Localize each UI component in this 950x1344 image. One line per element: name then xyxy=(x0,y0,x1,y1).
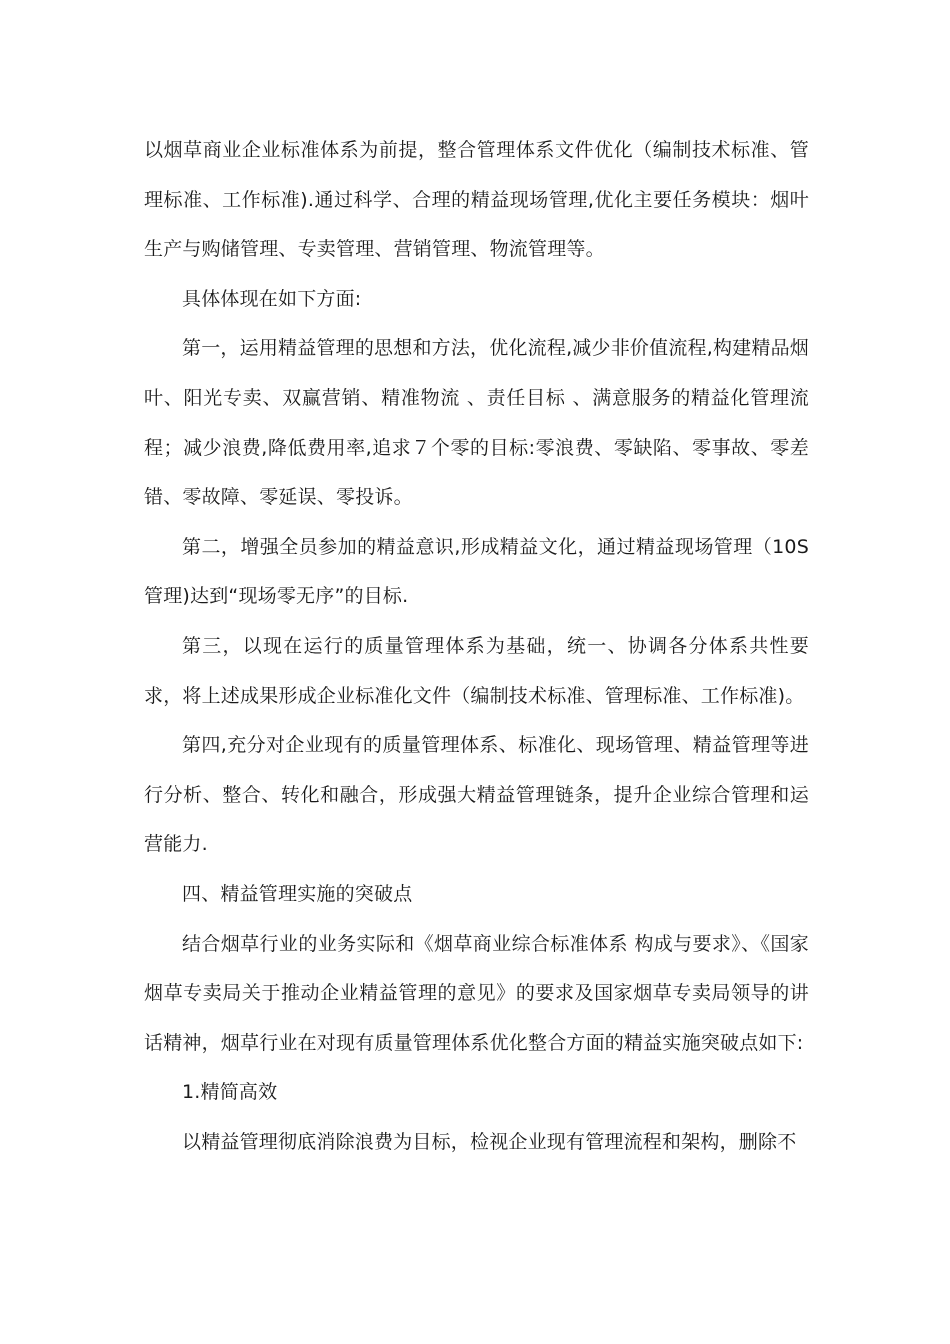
paragraph-aspects-heading: 具体体现在如下方面: xyxy=(182,287,362,310)
paragraph-breakthrough-intro: 结合烟草行业的业务实际和《烟草商业综合标准体系 构成与要求》、《国家烟草专卖局关于推动企业精益管理的意见》的要求及国家烟草专卖局领导的讲话精神，烟草行业在对现有质量管理体系优化整合方面的精益实施突破点如下: xyxy=(144,932,809,1054)
document-body xyxy=(144,126,809,1167)
section-heading-breakthrough: 四、精益管理实施的突破点 xyxy=(182,882,413,905)
paragraph-streamlined: 以精益管理彻底消除浪费为目标，检视企业现有管理流程和架构，删除不 xyxy=(182,1130,797,1153)
paragraph-third: 第三，以现在运行的质量管理体系为基础，统一、协调各分体系共性要求，将上述成果形成企业标准化文件（编制技术标准、管理标准、工作标准)。 xyxy=(144,634,809,707)
subheading-streamlined: 1.精简高效 xyxy=(182,1081,278,1104)
paragraph-fourth: 第四,充分对企业现有的质量管理体系、标准化、现场管理、精益管理等进行分析、整合、转化和融合，形成强大精益管理链条，提升企业综合管理和运营能力. xyxy=(144,734,809,856)
paragraph-second: 第二，增强全员参加的精益意识,形成精益文化，通过精益现场管理（10S管理)达到“现场零无序”的目标. xyxy=(144,535,809,608)
paragraph-intro: 以烟草商业企业标准体系为前提，整合管理体系文件优化（编制技术标准、管理标准、工作标准).通过科学、合理的精益现场管理,优化主要任务模块：烟叶生产与购储管理、专卖管理、营销管理、物流管理等。 xyxy=(144,139,809,261)
paragraph-first: 第一，运用精益管理的思想和方法，优化流程,减少非价值流程,构建精品烟叶、阳光专卖、双赢营销、精准物流 、责任目标 、满意服务的精益化管理流程；减少浪费,降低费用率,追求７个零的目标:零浪费、零缺陷、零事故、零差错、零故障、零延误、零投诉。 xyxy=(144,337,809,509)
